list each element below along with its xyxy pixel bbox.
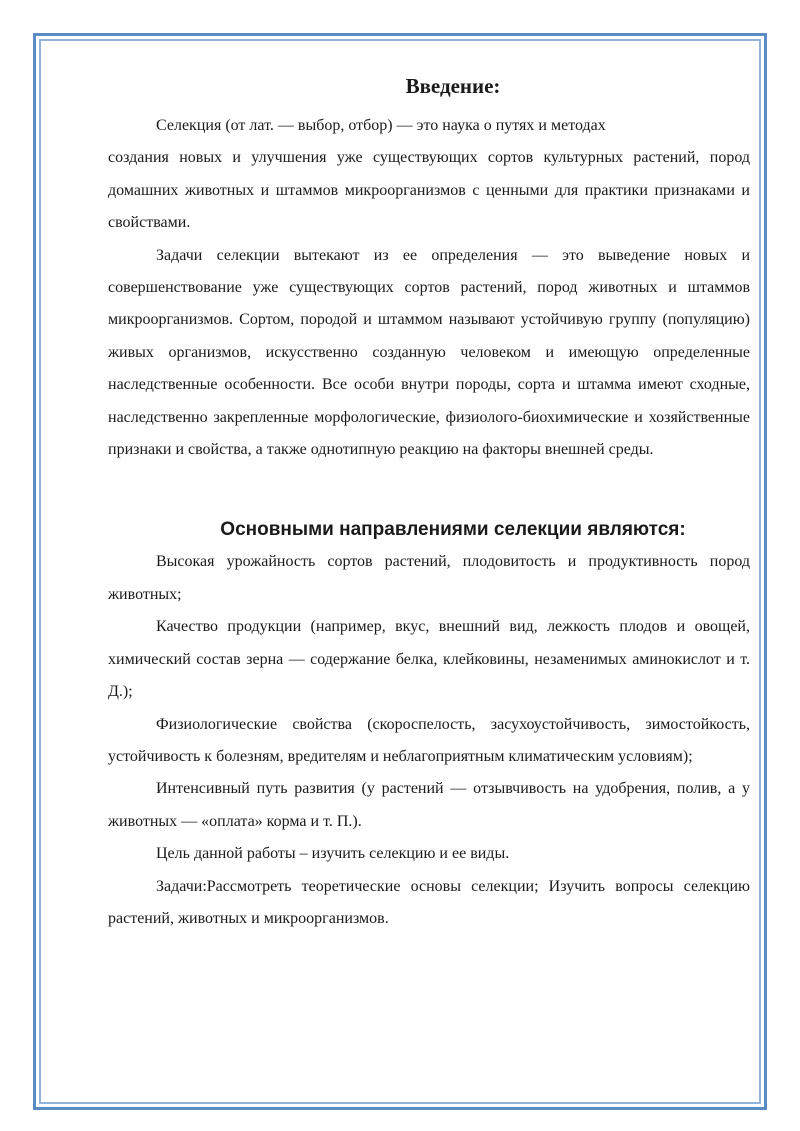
directions-heading: Основными направлениями селекции являются: — [220, 519, 686, 541]
direction-item: Высокая урожайность сортов растений, плодовитость и продуктивность пород животных; — [108, 553, 750, 603]
direction-item: Физиологические свойства (скороспелость, засухоустойчивость, зимостойкость, устойчивость к болезням, вредителям и неблагоприятным климатическим условиям); — [108, 715, 750, 765]
direction-item: Интенсивный путь развития (у растений — отзывчивость на удобрения, полив, а у животных — «оплата» корма и т. П.). — [108, 780, 750, 830]
intro-paragraph-line1: Селекция (от лат. — выбор, отбор) — это наука о путях и методах — [156, 117, 606, 134]
document-body — [108, 72, 750, 935]
tasks-definition-paragraph: Задачи селекции вытекают из ее определения — это выведение новых и совершенствование уже существующих сортов растений, пород животных и штаммов микроорганизмов. Сортом, породой и штаммом называют устойчивую группу (популяцию) живых организмов, искусственно созданную человеком и имеющую определенные наследственные особенности. Все особи внутри породы, сорта и штамма имеют сходные, наследственно закрепленные морфологические, физиолого-биохимические и хозяйственные признаки и свойства, а также однотипную реакцию на факторы внешней среды. — [108, 246, 750, 459]
document-title: Введение: — [405, 74, 501, 98]
tasks-paragraph: Задачи:Рассмотреть теоретические основы селекции; Изучить вопросы селекцию растений, животных и микроорганизмов. — [108, 877, 750, 927]
goal-paragraph: Цель данной работы – изучить селекцию и ее виды. — [156, 845, 510, 863]
intro-paragraph-rest: создания новых и улучшения уже существующих сортов культурных растений, пород домашних животных и штаммов микроорганизмов с ценными для практики признаками и свойствами. — [108, 149, 750, 232]
direction-item: Качество продукции (например, вкус, внешний вид, лежкость плодов и овощей, химический состав зерна — содержание белка, клейковины, незаменимых аминокислот и т. Д.); — [108, 618, 750, 701]
